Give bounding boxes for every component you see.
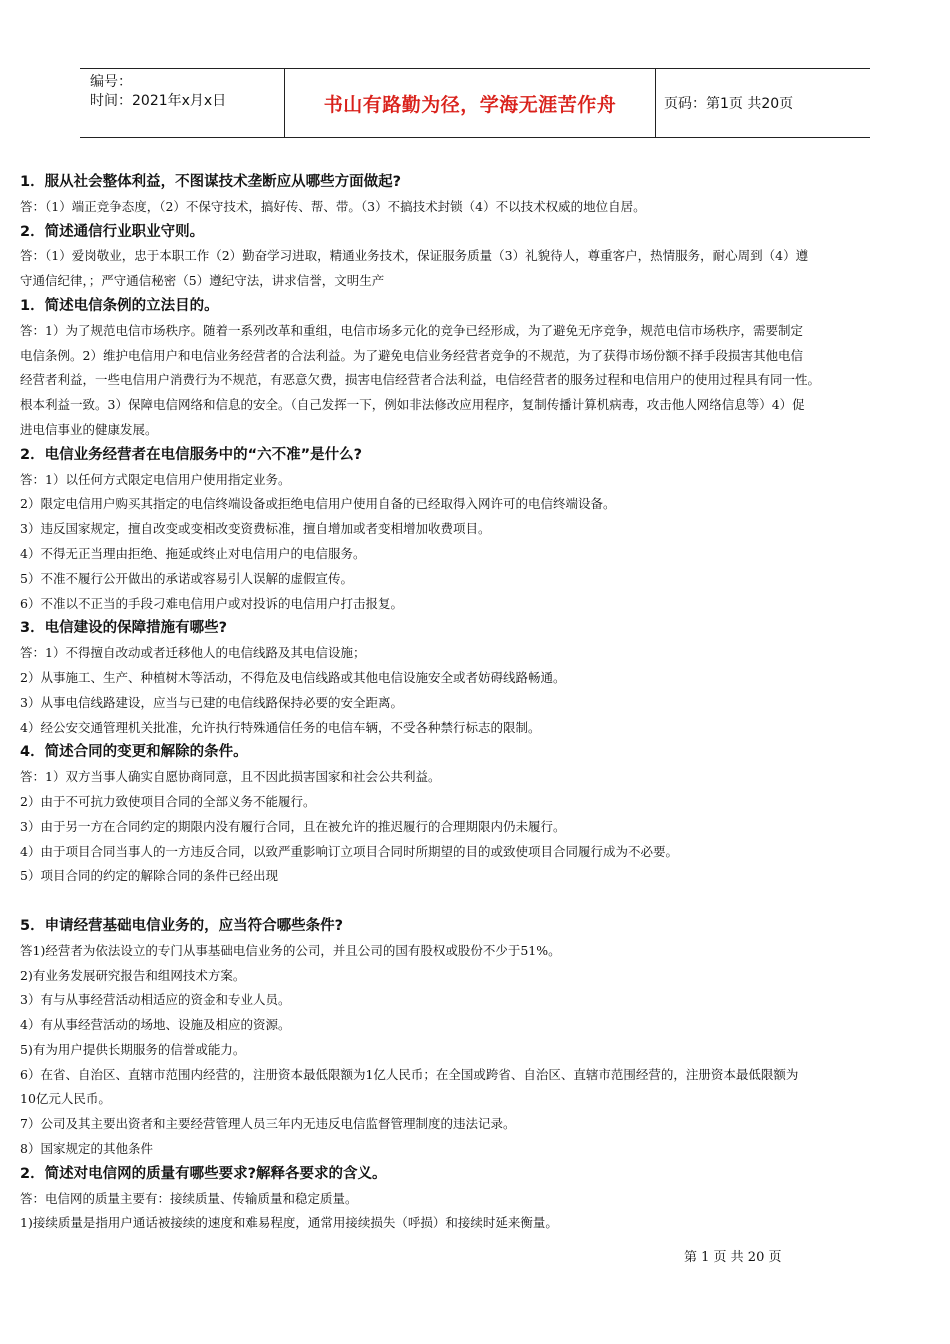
- answer-line: 3）由于另一方在合同约定的期限内没有履行合同，且在被允许的推迟履行的合理期限内仍未履行。: [20, 818, 566, 834]
- answer-line: 答：1）双方当事人确实自愿协商同意，且不因此损害国家和社会公共利益。: [20, 769, 441, 785]
- answer-line: 6）在省、自治区、直辖市范围内经营的，注册资本最低限额为1亿人民币；在全国或跨省、自治区、直辖市范围经营的，注册资本最低限额为: [20, 1066, 799, 1082]
- answer-line: 答：电信网的质量主要有：接续质量、传输质量和稳定质量。: [20, 1190, 358, 1206]
- page-footer: 第 1 页 共 20 页: [684, 1250, 782, 1265]
- answer-line: 5）不准不履行公开做出的承诺或容易引人误解的虚假宣传。: [20, 570, 353, 586]
- page-header: [80, 68, 870, 138]
- question-heading: 2．简述对电信网的质量有哪些要求?解释各要求的含义。: [20, 1165, 387, 1182]
- answer-line: 4）经公安交通管理机关批准，允许执行特殊通信任务的电信车辆，不受各种禁行标志的限制。: [20, 719, 541, 735]
- answer-line: 6）不准以不正当的手段刁难电信用户或对投诉的电信用户打击报复。: [20, 595, 403, 611]
- page-info: 页码：第1页 共20页: [664, 96, 794, 112]
- number-label: 编号：: [90, 74, 132, 90]
- answer-line: 答：1）以任何方式限定电信用户使用指定业务。: [20, 471, 291, 487]
- header-motto-cell: [284, 69, 656, 137]
- blank-line: [20, 889, 935, 914]
- answer-line: 2）限定电信用户购买其指定的电信终端设备或拒绝电信用户使用自备的已经取得入网许可的电信终端设备。: [20, 496, 616, 512]
- answer-line: 进电信事业的健康发展。: [20, 421, 158, 437]
- answer-line: 4）有从事经营活动的场地、设施及相应的资源。: [20, 1017, 291, 1033]
- answer-line: 3）违反国家规定，擅自改变或变相改变资费标准，擅自增加或者变相增加收费项目。: [20, 521, 491, 537]
- answer-line: 4）由于项目合同当事人的一方违反合同，以致严重影响订立项目合同时所期望的目的或致使项目合同履行成为不必要。: [20, 843, 678, 859]
- question-heading: 1．简述电信条例的立法目的。: [20, 297, 219, 314]
- answer-line: 2）从事施工、生产、种植树木等活动，不得危及电信线路或其他电信设施安全或者妨碍线路畅通。: [20, 669, 566, 685]
- answer-line: 答：（1）端正竞争态度，（2）不保守技术，搞好传、帮、带。（3）不搞技术封锁（4）不以技术权威的地位自居。: [20, 198, 646, 214]
- answer-line: 2）由于不可抗力致使项目合同的全部义务不能履行。: [20, 793, 316, 809]
- answer-line: 5）项目合同的约定的解除合同的条件已经出现: [20, 868, 278, 884]
- answer-line: 8）国家规定的其他条件: [20, 1141, 153, 1157]
- answer-line: 1)接续质量是指用户通话被接续的速度和难易程度，通常用接续损失（呼损）和接续时延来衡量。: [20, 1215, 558, 1231]
- header-meta: [80, 69, 284, 137]
- document-body: [20, 170, 935, 1236]
- answer-line: 7）公司及其主要出资者和主要经营管理人员三年内无违反电信监督管理制度的违法记录。: [20, 1116, 516, 1132]
- answer-line: 守通信纪律，；严守通信秘密（5）遵纪守法，讲求信誉，文明生产: [20, 273, 385, 289]
- question-heading: 3．电信建设的保障措施有哪些?: [20, 620, 227, 637]
- answer-line: 经营者利益，一些电信用户消费行为不规范，有恶意欠费，损害电信经营者合法利益，电信经营者的服务过程和电信用户的使用过程具有同一性。: [20, 372, 821, 388]
- answer-line: 2)有业务发展研究报告和组网技术方案。: [20, 967, 246, 983]
- answer-line: 电信条例。2）维护电信用户和电信业务经营者的合法利益。为了避免电信业务经营者竞争的不规范，为了获得市场份额不择手段损害其他电信: [20, 347, 803, 363]
- question-heading: 2．简述通信行业职业守则。: [20, 223, 205, 240]
- answer-line: 答：（1）爱岗敬业，忠于本职工作（2）勤奋学习进取，精通业务技术，保证服务质量（3）礼貌待人，尊重客户，热情服务，耐心周到（4）遵: [20, 248, 809, 264]
- answer-line: 4）不得无正当理由拒绝、拖延或终止对电信用户的电信服务。: [20, 545, 366, 561]
- question-heading: 1．服从社会整体利益，不图谋技术垄断应从哪些方面做起?: [20, 174, 401, 190]
- answer-line: 3）有与从事经营活动相适应的资金和专业人员。: [20, 992, 291, 1008]
- answer-line: 3）从事电信线路建设，应当与已建的电信线路保持必要的安全距离。: [20, 694, 403, 710]
- question-heading: 4．简述合同的变更和解除的条件。: [20, 744, 248, 761]
- motto-text: 书山有路勤为径，学海无涯苦作舟: [323, 93, 617, 116]
- time-label: 时间：2021年x月x日: [90, 93, 227, 109]
- answer-line: 根本利益一致。3）保障电信网络和信息的安全。（自己发挥一下，例如非法修改应用程序，复制传播计算机病毒，攻击他人网络信息等）4）促: [20, 397, 805, 413]
- question-heading: 5．申请经营基础电信业务的，应当符合哪些条件?: [20, 917, 343, 934]
- header-page-cell: [656, 69, 870, 137]
- answer-line: 答1)经营者为依法设立的专门从事基础电信业务的公司，并且公司的国有股权或股份不少于51%。: [20, 942, 561, 958]
- question-heading: 2．电信业务经营者在电信服务中的“六不准”是什么?: [20, 446, 363, 463]
- answer-line: 5)有为用户提供长期服务的信誉或能力。: [20, 1041, 246, 1057]
- answer-line: 答：1）不得擅自改动或者迁移他人的电信线路及其电信设施；: [20, 645, 366, 661]
- answer-line: 答：1）为了规范电信市场秩序。随着一系列改革和重组，电信市场多元化的竞争已经形成，为了避免无序竞争，规范电信市场秩序，需要制定: [20, 322, 803, 338]
- answer-line: 10亿元人民币。: [20, 1091, 111, 1107]
